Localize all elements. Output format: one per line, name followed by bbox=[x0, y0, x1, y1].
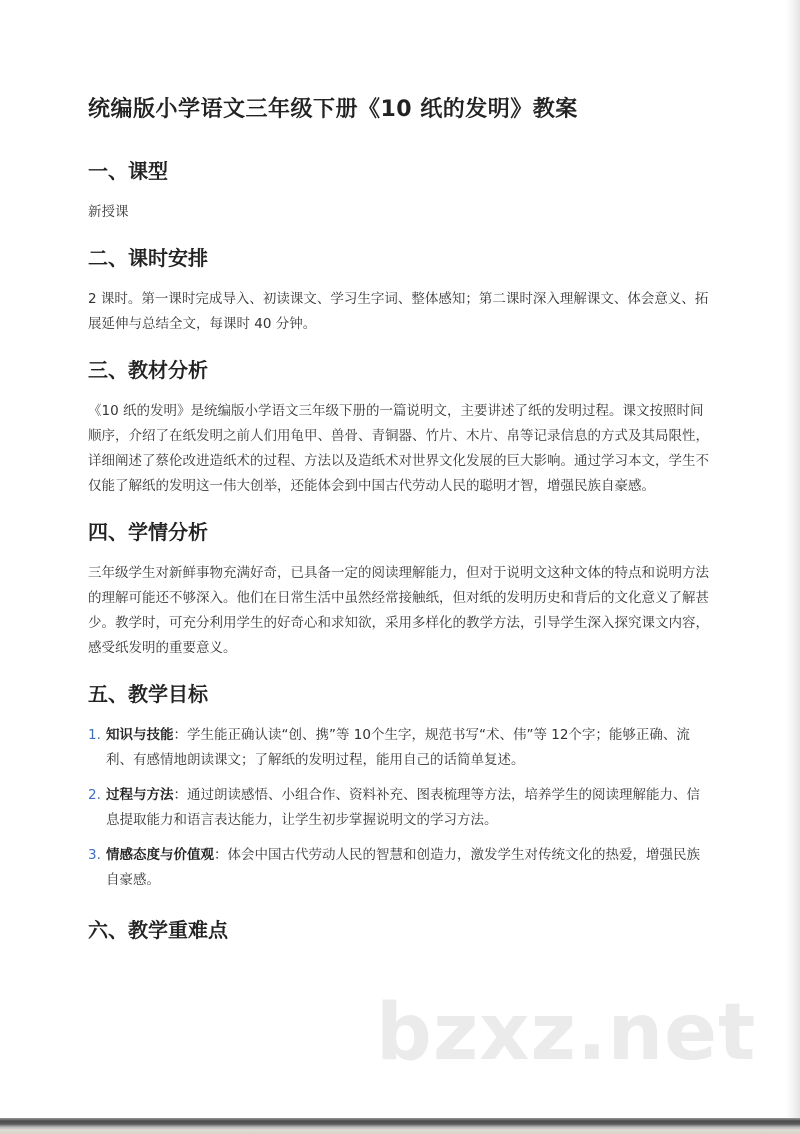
goal-label: 情感态度与价值观 bbox=[106, 847, 214, 863]
list-number: 1. bbox=[88, 727, 101, 743]
list-item bbox=[88, 843, 710, 893]
list-item bbox=[88, 783, 710, 833]
goal-label: 过程与方法 bbox=[106, 787, 174, 803]
section-heading-lesson-type: 一、课型 bbox=[88, 159, 168, 183]
section-heading-material-analysis: 三、教材分析 bbox=[88, 358, 208, 382]
section-body-schedule: 2 课时。第一课时完成导入、初读课文、学习生字词、整体感知；第二课时深入理解课文、体会意义、拓展延伸与总结全文，每课时 40 分钟。 bbox=[88, 291, 709, 332]
watermark: bzxz.net bbox=[376, 988, 757, 1078]
page-right-edge bbox=[786, 0, 800, 1134]
bottom-scrollbar[interactable] bbox=[0, 1118, 800, 1134]
list-number: 2. bbox=[88, 787, 101, 803]
teaching-goals-list bbox=[88, 723, 710, 893]
list-number: 3. bbox=[88, 847, 101, 863]
document-content bbox=[88, 92, 710, 945]
section-body-student-analysis: 三年级学生对新鲜事物充满好奇，已具备一定的阅读理解能力，但对于说明文这种文体的特点和说明方法的理解可能还不够深入。他们在日常生活中虽然经常接触纸，但对纸的发明历史和背后的文化意义了解甚少。教学时，可充分利用学生的好奇心和求知欲，采用多样化的教学方法，引导学生深入探究课文内容，感受纸发明的重要意义。 bbox=[88, 565, 709, 656]
goal-label: 知识与技能 bbox=[106, 727, 174, 743]
section-body-material-analysis: 《10 纸的发明》是统编版小学语文三年级下册的一篇说明文，主要讲述了纸的发明过程。课文按照时间顺序，介绍了在纸发明之前人们用龟甲、兽骨、青铜器、竹片、木片、帛等记录信息的方式及其局限性，详细阐述了蔡伦改进造纸术的过程、方法以及造纸术对世界文化发展的巨大影响。通过学习本文，学生不仅能了解纸的发明这一伟大创举，还能体会到中国古代劳动人民的聪明才智，增强民族自豪感。 bbox=[88, 403, 709, 494]
goal-text: ：通过朗读感悟、小组合作、资料补充、图表梳理等方法，培养学生的阅读理解能力、信息提取能力和语言表达能力，让学生初步掌握说明文的学习方法。 bbox=[106, 787, 700, 828]
section-heading-key-points: 六、教学重难点 bbox=[88, 918, 228, 942]
section-heading-teaching-goals: 五、教学目标 bbox=[88, 682, 208, 706]
goal-text: ：学生能正确认读“创、携”等 10个生字，规范书写“术、伟”等 12个字；能够正确、流利、有感情地朗读课文；了解纸的发明过程，能用自己的话简单复述。 bbox=[106, 727, 690, 768]
list-item bbox=[88, 723, 710, 773]
section-body-lesson-type: 新授课 bbox=[88, 204, 129, 220]
goal-text: ：体会中国古代劳动人民的智慧和创造力，激发学生对传统文化的热爱，增强民族自豪感。 bbox=[106, 847, 700, 888]
document-title: 统编版小学语文三年级下册《10 纸的发明》教案 bbox=[88, 97, 578, 122]
section-heading-student-analysis: 四、学情分析 bbox=[88, 520, 208, 544]
section-heading-schedule: 二、课时安排 bbox=[88, 246, 208, 270]
